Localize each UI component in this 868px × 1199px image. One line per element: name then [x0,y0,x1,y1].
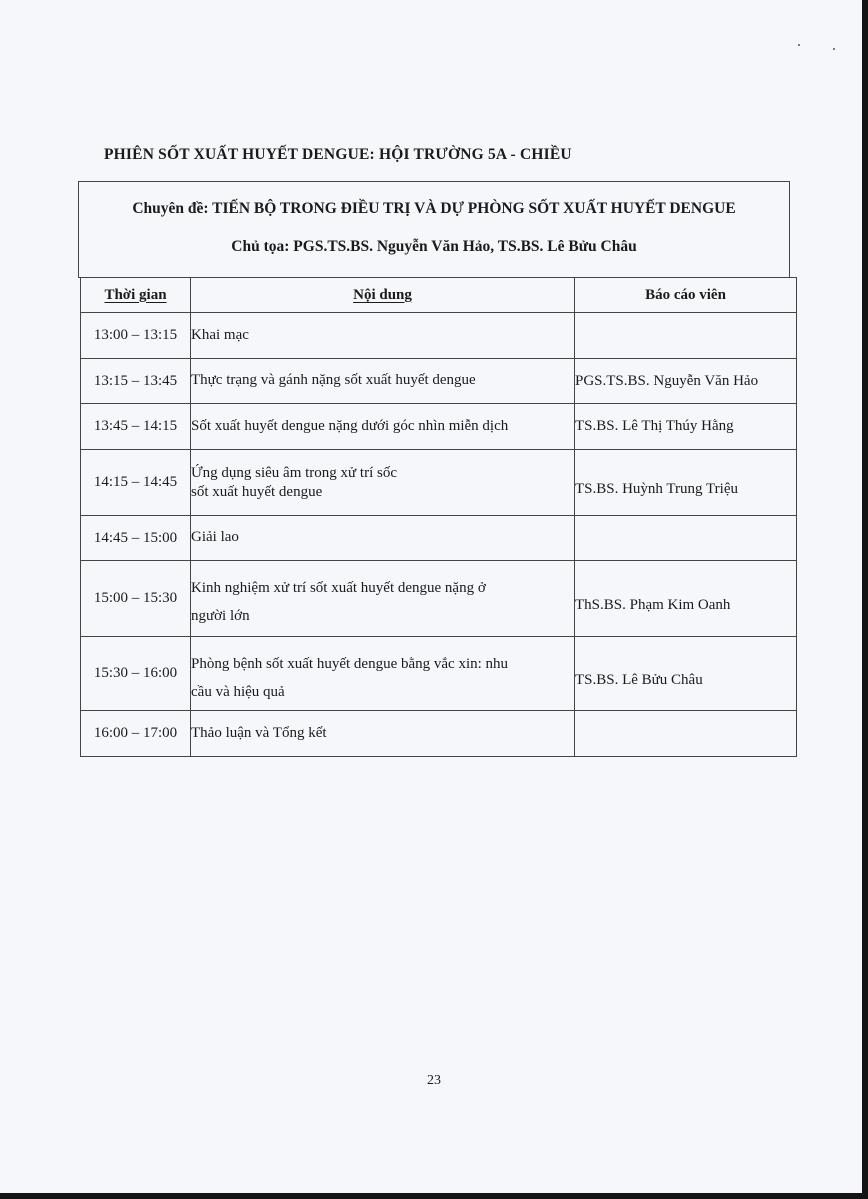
content-cell: Thảo luận và Tổng kết [191,711,575,757]
header-content: Nội dung [191,278,575,313]
content-cell: Ứng dụng siêu âm trong xử trí sốc sốt xuất huyết dengue [191,450,575,516]
table-row [81,404,797,450]
scan-speck [798,44,800,46]
header-speaker: Báo cáo viên [575,278,797,313]
time-cell: 15:30 – 16:00 [81,637,191,711]
speaker-cell: TS.BS. Huỳnh Trung Triệu [575,450,797,516]
session-title: PHIÊN SỐT XUẤT HUYẾT DENGUE: HỘI TRƯỜNG 5A - CHIỀU [104,146,572,163]
content-cell: Kinh nghiệm xử trí sốt xuất huyết dengue nặng ở người lớn [191,561,575,637]
time-cell: 13:15 – 13:45 [81,359,191,404]
table-row [81,561,797,637]
speaker-cell: TS.BS. Lê Thị Thúy Hằng [575,404,797,450]
schedule-table [80,277,797,757]
speaker-cell: ThS.BS. Phạm Kim Oanh [575,561,797,637]
speaker-cell: TS.BS. Lê Bửu Châu [575,637,797,711]
table-row [81,450,797,516]
content-cell: Khai mạc [191,313,575,359]
content-cell: Sốt xuất huyết dengue nặng dưới góc nhìn miễn dịch [191,404,575,450]
content-cell: Thực trạng và gánh nặng sốt xuất huyết dengue [191,359,575,404]
topic-title: Chuyên đề: TIẾN BỘ TRONG ĐIỀU TRỊ VÀ DỰ PHÒNG SỐT XUẤT HUYẾT DENGUE [132,200,736,217]
time-cell: 15:00 – 15:30 [81,561,191,637]
time-cell: 13:45 – 14:15 [81,404,191,450]
table-header-row [81,278,797,313]
table-row [81,637,797,711]
time-cell: 16:00 – 17:00 [81,711,191,757]
table-row [81,359,797,404]
chair-line: Chủ tọa: PGS.TS.BS. Nguyễn Văn Hảo, TS.BS. Lê Bửu Châu [231,238,637,255]
speaker-cell [575,516,797,561]
time-cell: 14:45 – 15:00 [81,516,191,561]
time-cell: 14:15 – 14:45 [81,450,191,516]
table-row [81,516,797,561]
time-cell: 13:00 – 13:15 [81,313,191,359]
speaker-cell [575,313,797,359]
content-cell: Phòng bệnh sốt xuất huyết dengue bằng vắc xin: nhu cầu và hiệu quả [191,637,575,711]
table-row [81,711,797,757]
scan-speck [833,48,835,50]
header-time: Thời gian [81,278,191,313]
speaker-cell: PGS.TS.BS. Nguyễn Văn Hảo [575,359,797,404]
scan-edge-right [862,0,868,1199]
content-cell: Giải lao [191,516,575,561]
scan-edge-bottom [0,1193,868,1199]
page-number: 23 [427,1073,441,1088]
speaker-cell [575,711,797,757]
table-row [81,313,797,359]
topic-header-box [78,181,790,278]
